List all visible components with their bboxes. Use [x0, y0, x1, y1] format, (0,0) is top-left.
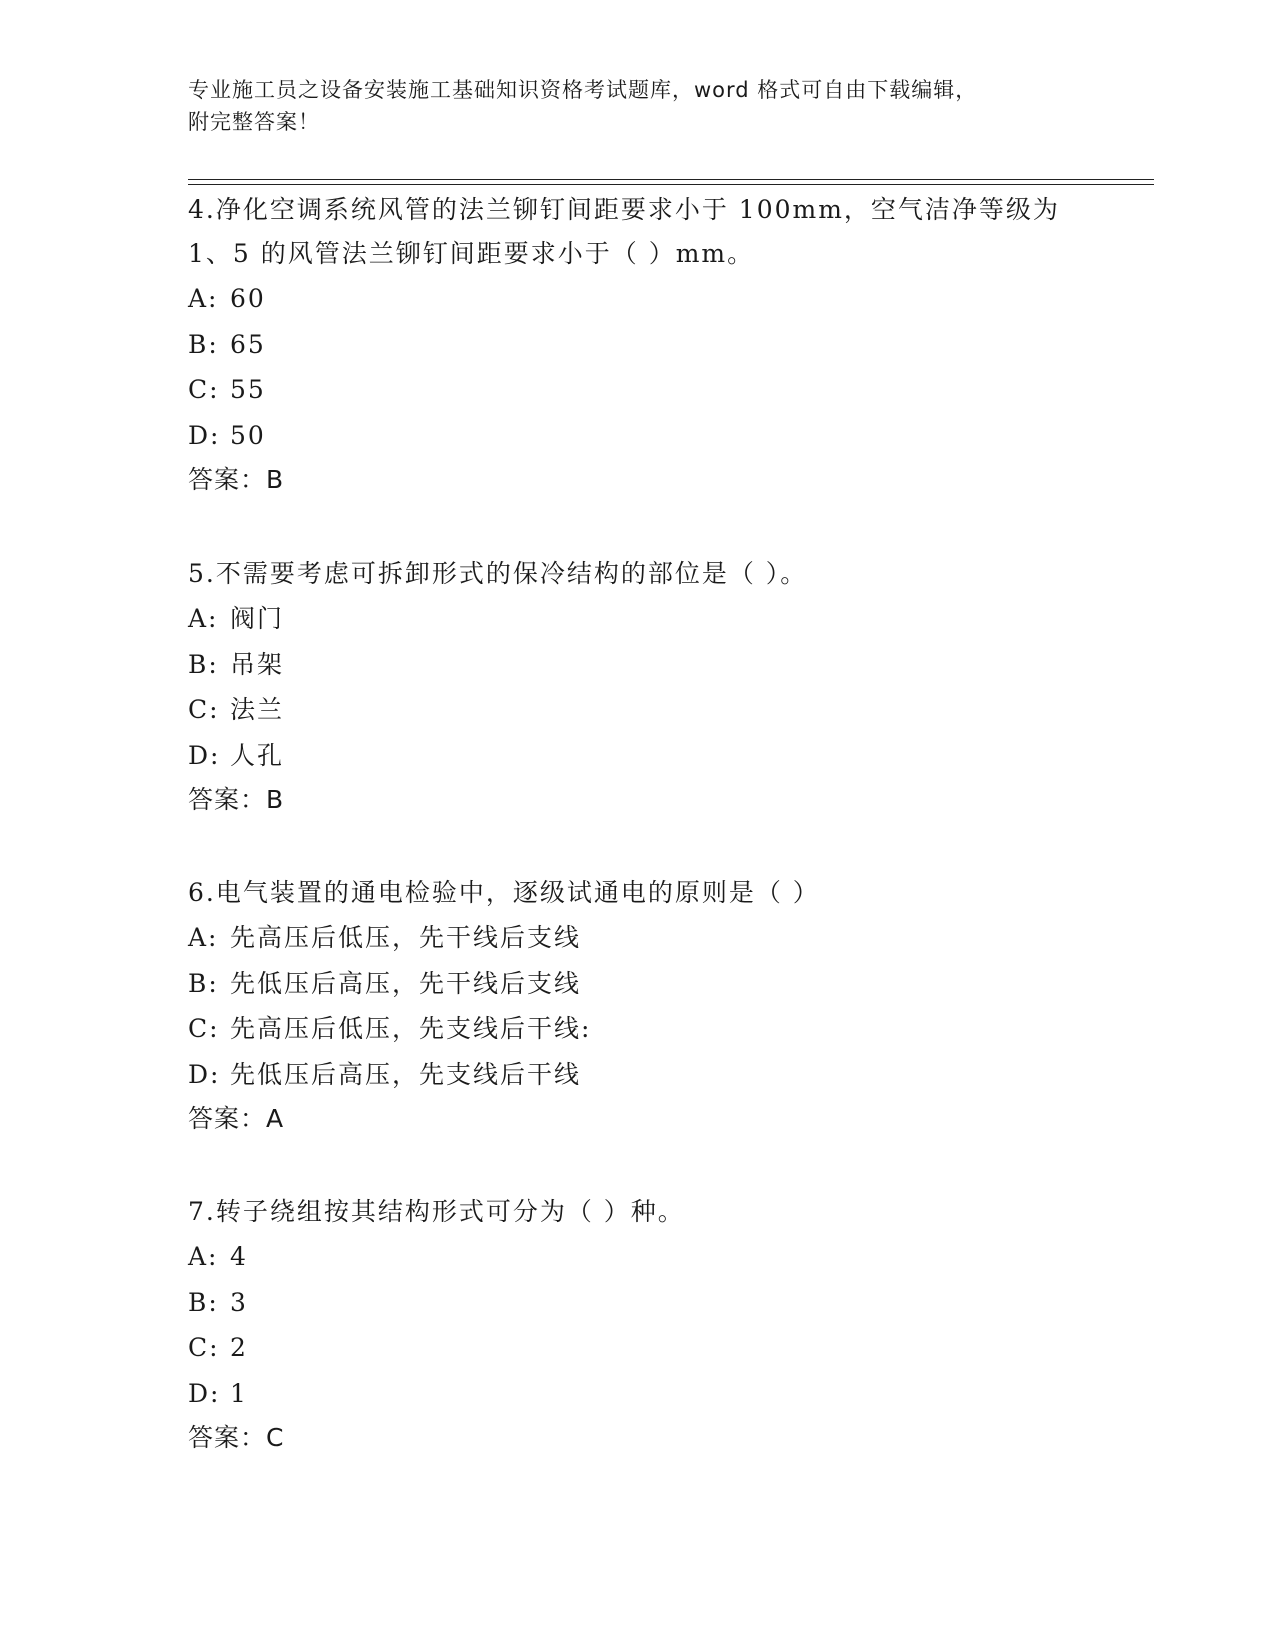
question-stem: 4.净化空调系统风管的法兰铆钉间距要求小于 100mm，空气洁净等级为 — [188, 195, 1060, 224]
answer: 答案：C — [188, 1423, 285, 1452]
option-d — [188, 413, 1088, 459]
option-label: C: — [188, 1333, 220, 1362]
option-label: B: — [188, 329, 219, 359]
option-label: B: — [188, 1287, 219, 1317]
option-text: 1 — [230, 1378, 248, 1408]
option-label: A: — [188, 1242, 219, 1271]
option-text: 3 — [230, 1287, 248, 1317]
answer: 答案：B — [188, 465, 285, 494]
option-text: 法兰 — [230, 695, 285, 724]
header-divider-top — [188, 179, 1154, 180]
option-label: C: — [188, 695, 220, 724]
option-c — [188, 1006, 1088, 1052]
option-text: 2 — [230, 1333, 248, 1362]
option-label: B: — [188, 649, 219, 679]
option-a — [188, 1234, 1088, 1280]
option-d — [188, 1371, 1088, 1417]
option-label: D: — [188, 740, 221, 770]
option-text: 吊架 — [230, 649, 285, 679]
question-4 — [188, 188, 1088, 502]
question-7 — [188, 1190, 1088, 1460]
header-line-1: 专业施工员之设备安装施工基础知识资格考试题库，word 格式可自由下载编辑， — [188, 78, 978, 102]
answer: 答案：A — [188, 1104, 285, 1133]
option-text: 人孔 — [230, 740, 285, 770]
option-d — [188, 1052, 1088, 1098]
option-label: D: — [188, 420, 221, 450]
option-a — [188, 915, 1088, 961]
option-text: 先低压后高压，先干线后支线 — [230, 968, 582, 998]
question-stem: 6.电气装置的通电检验中，逐级试通电的原则是（ ） — [188, 878, 820, 907]
header-divider-bottom — [188, 184, 1154, 185]
option-text: 65 — [230, 329, 266, 359]
option-b — [188, 1280, 1088, 1326]
document-header — [188, 74, 1088, 138]
option-b — [188, 322, 1088, 368]
option-text: 60 — [230, 284, 266, 313]
option-label: D: — [188, 1059, 221, 1089]
option-text: 4 — [230, 1242, 248, 1271]
option-label: A: — [188, 923, 219, 952]
question-6 — [188, 871, 1088, 1141]
option-d — [188, 733, 1088, 779]
option-b — [188, 642, 1088, 688]
option-text: 先高压后低压，先支线后干线: — [230, 1014, 592, 1043]
option-text: 55 — [230, 375, 266, 404]
option-text: 50 — [230, 420, 266, 450]
question-stem-continued: 1、5 的风管法兰铆钉间距要求小于（ ）mm。 — [188, 239, 755, 268]
header-line-2: 附完整答案！ — [188, 110, 320, 134]
option-label: B: — [188, 968, 219, 998]
option-label: A: — [188, 604, 219, 633]
question-stem: 7.转子绕组按其结构形式可分为（ ）种。 — [188, 1197, 685, 1226]
option-c — [188, 367, 1088, 413]
option-c — [188, 687, 1088, 733]
option-text: 阀门 — [230, 604, 285, 633]
option-label: C: — [188, 1014, 220, 1043]
question-stem: 5.不需要考虑可拆卸形式的保冷结构的部位是（ ）。 — [188, 559, 808, 588]
option-a — [188, 276, 1088, 322]
option-text: 先低压后高压，先支线后干线 — [230, 1059, 582, 1089]
option-text: 先高压后低压，先干线后支线 — [230, 923, 582, 952]
option-a — [188, 596, 1088, 642]
option-label: D: — [188, 1378, 221, 1408]
option-c — [188, 1325, 1088, 1371]
answer: 答案：B — [188, 785, 285, 814]
question-5 — [188, 552, 1088, 822]
option-label: A: — [188, 284, 219, 313]
option-b — [188, 961, 1088, 1007]
option-label: C: — [188, 375, 220, 404]
